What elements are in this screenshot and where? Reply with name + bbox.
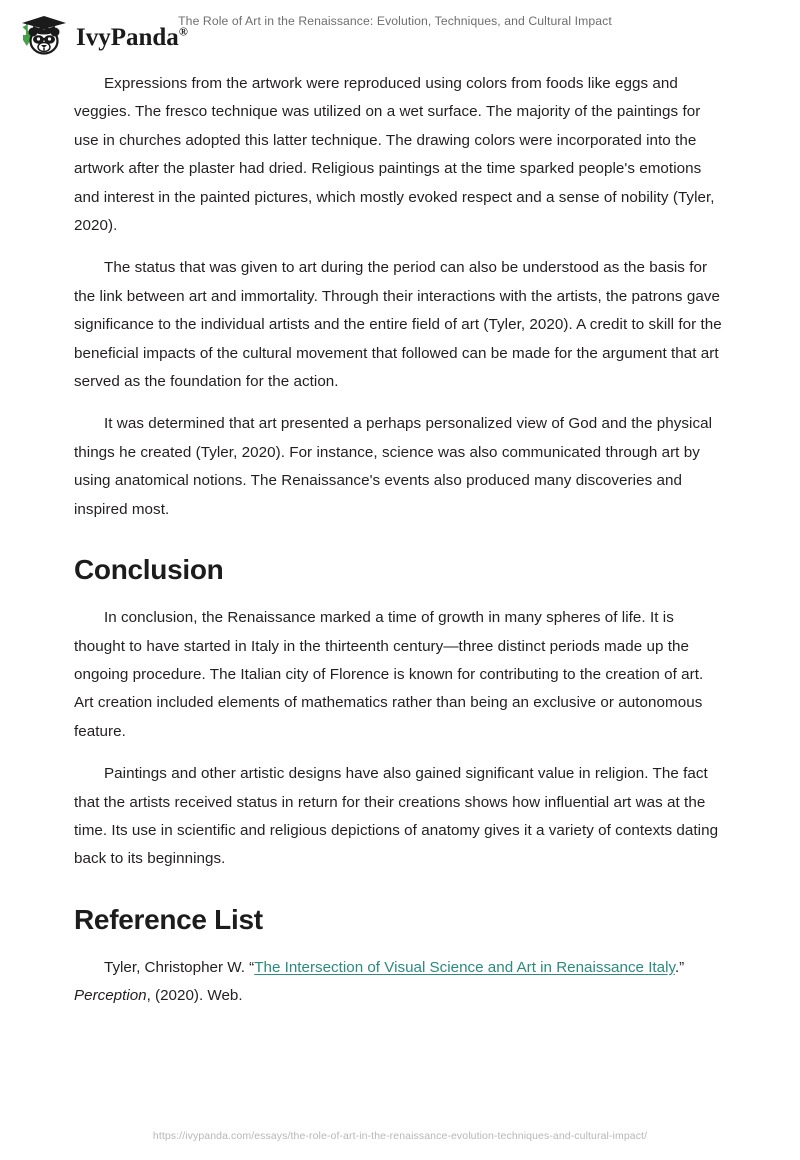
reference-journal-name: Perception <box>74 987 147 1005</box>
footer-source-url: https://ivypanda.com/essays/the-role-of-art-in-the-renaissance-evolution-techniques-and-cultural-impact/ <box>152 1130 648 1142</box>
spacer <box>74 874 722 904</box>
paragraph: Paintings and other artistic designs have also gained significant value in religion. The fact that the artists received status in return for their creations shows how influential art was at the time. Its use in scientific and religious depictions of anatomy gives it a variety of contexts dating back to its beginnings. <box>74 765 719 868</box>
paragraph: The status that was given to art during the period can also be understood as the basis for the link between art and immortality. Through their interactions with the artists, the patrons gave significance to the individual artists and the entire field of art (Tyler, 2020). A credit to skill for the beneficial impacts of the cultural movement that followed can be made for the argument that art served as the foundation for the action. <box>74 259 722 391</box>
reference-tail: , (2020). Web. <box>146 987 243 1005</box>
brand-name-text: IvyPanda <box>76 23 179 51</box>
brand-wordmark <box>76 25 188 50</box>
spacer <box>74 586 722 604</box>
paragraph: It was determined that art presented a perhaps personalized view of God and the physical things he created (Tyler, 2020). For instance, science was also communicated through art by using anatomical notions. The Renaissance's events also produced many discoveries and inspired most. <box>74 415 713 518</box>
conclusion-heading: Conclusion <box>74 554 224 586</box>
spacer <box>74 524 722 554</box>
page-footer <box>0 1130 800 1142</box>
page-header <box>0 0 800 62</box>
paragraph: Expressions from the artwork were reproduced using colors from foods like eggs and veggies. The fresco technique was utilized on a wet surface. The majority of the paintings for use in churches adopted this latter technique. The drawing colors were incorporated into the artwork after the plaster had dried. Religious paintings at the time sparked people's emotions and interest in the painted pictures, which mostly evoked respect and a sense of nobility (Tyler, 2020). <box>74 75 715 235</box>
page-running-title: The Role of Art in the Renaissance: Evolution, Techniques, and Cultural Impact <box>178 14 612 28</box>
document-body <box>74 70 722 1011</box>
reference-author: Tyler, Christopher W. “ <box>104 958 255 976</box>
reference-entry <box>74 954 722 1011</box>
registered-trademark-symbol: ® <box>178 24 188 39</box>
spacer <box>74 936 722 954</box>
reference-source-link[interactable]: The Intersection of Visual Science and Art in Renaissance Italy <box>254 958 675 976</box>
reference-list-heading: Reference List <box>74 903 263 935</box>
reference-quote-close: .” <box>674 958 685 976</box>
paragraph: In conclusion, the Renaissance marked a time of growth in many spheres of life. It is thought to have started in Italy in the thirteenth century—three distinct periods made up the ongoing procedure. The Italian city of Florence is known for contributing to the creation of art. Art creation included elements of mathematics rather than being an exclusive or autonomous feature. <box>74 609 704 740</box>
